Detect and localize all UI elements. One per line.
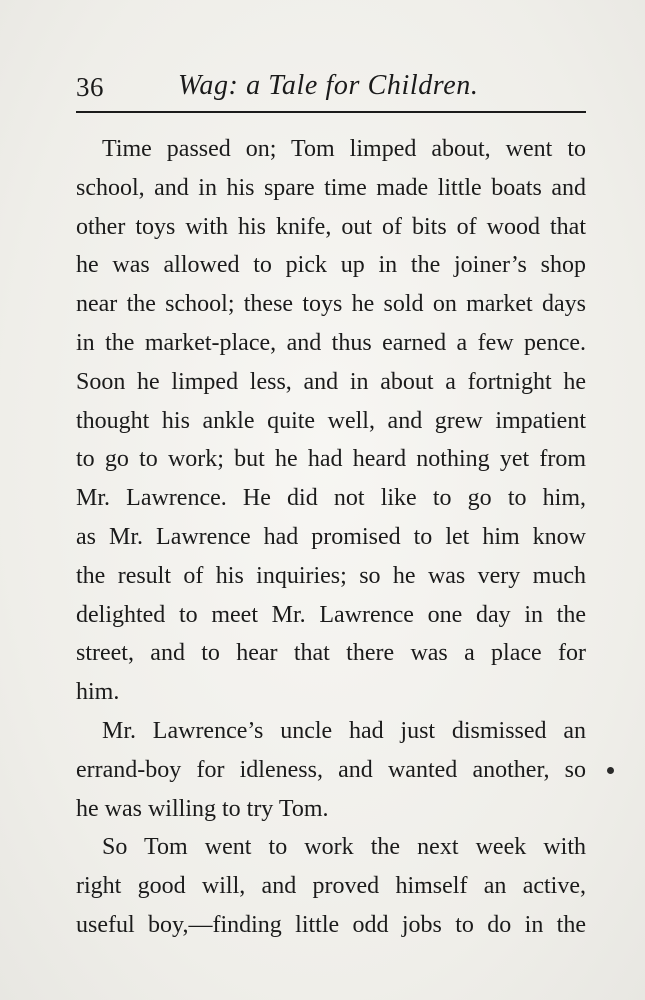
text-line: delighted to meet Mr. Lawrence one day in the	[76, 601, 586, 628]
body-text	[76, 130, 586, 945]
text-line: other toys with his knife, out of bits of wood that	[76, 213, 586, 240]
paragraph-2	[76, 712, 586, 828]
text-line: him.	[76, 679, 120, 706]
text-line: right good will, and proved himself an active,	[76, 873, 586, 900]
paragraph-3	[76, 828, 586, 944]
paragraph-1	[76, 130, 586, 712]
text-line: Mr. Lawrence. He did not like to go to him,	[76, 485, 586, 512]
ink-speck	[607, 767, 614, 774]
running-title: Wag: a Tale for Children.	[178, 70, 479, 101]
text-line: school, and in his spare time made little boats and	[76, 174, 586, 201]
text-line: as Mr. Lawrence had promised to let him know	[76, 523, 586, 550]
text-line: Time passed on; Tom limped about, went to	[102, 136, 586, 162]
text-line: thought his ankle quite well, and grew impatient	[76, 407, 586, 434]
page-number: 36	[76, 72, 104, 102]
page-header	[76, 70, 586, 110]
text-line: Mr. Lawrence’s uncle had just dismissed an	[102, 717, 586, 744]
text-line: street, and to hear that there was a place for	[76, 640, 586, 667]
text-line: Soon he limped less, and in about a fortnight he	[76, 368, 586, 395]
text-line: he was willing to try Tom.	[76, 795, 329, 822]
text-line: errand-boy for idleness, and wanted another, so	[76, 756, 586, 783]
text-line: he was allowed to pick up in the joiner’s shop	[76, 252, 586, 279]
text-line: in the market-place, and thus earned a few pence.	[76, 329, 586, 356]
header-rule	[76, 111, 586, 113]
text-line: near the school; these toys he sold on market days	[76, 291, 586, 318]
text-line: the result of his inquiries; so he was very much	[76, 562, 586, 589]
text-line: So Tom went to work the next week with	[102, 834, 586, 861]
text-line: to go to work; but he had heard nothing yet from	[76, 446, 586, 473]
text-line: useful boy,—finding little odd jobs to do in the	[76, 911, 586, 938]
